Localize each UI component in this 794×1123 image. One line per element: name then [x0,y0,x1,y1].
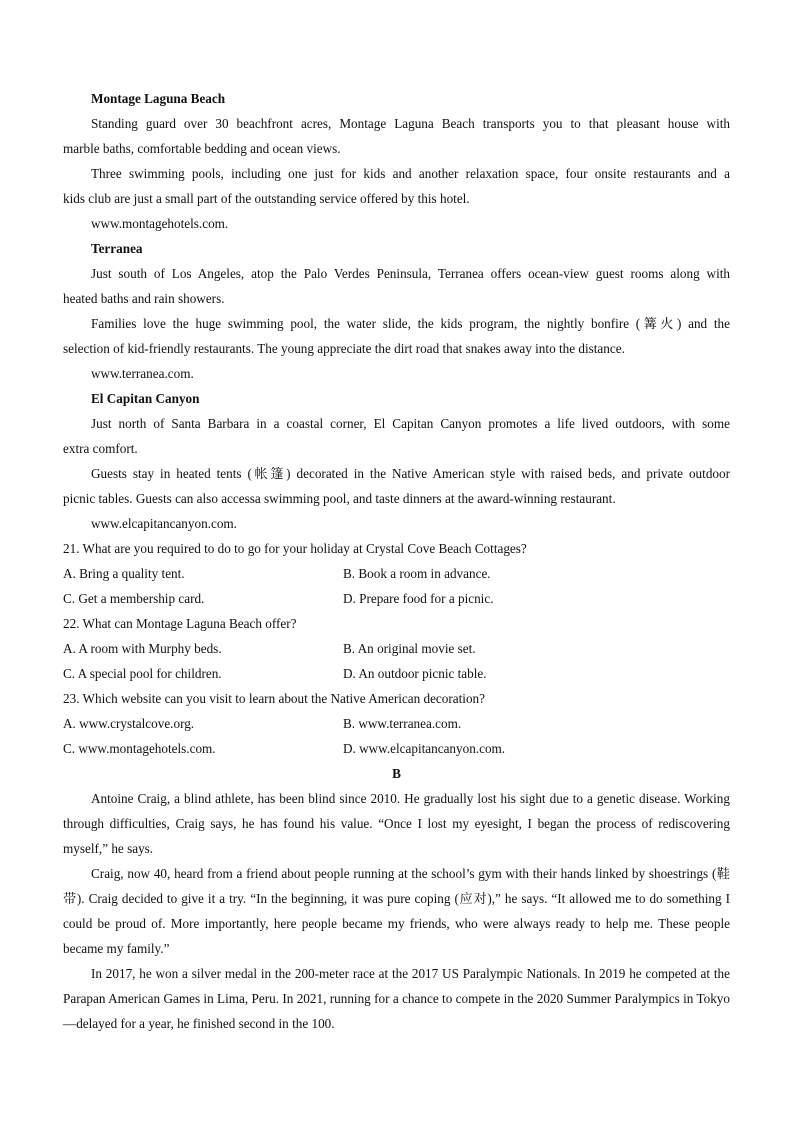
option-c: C. www.montagehotels.com. [63,741,216,756]
hotel-description-line: heated baths and rain showers. [63,291,225,306]
hotel-url: www.terranea.com. [91,366,194,381]
hotel-description-line: selection of kid-friendly restaurants. The young appreciate the dirt road that snakes away into the distance. [63,341,625,356]
document-page [63,86,730,1036]
question-stem: 22. What can Montage Laguna Beach offer? [63,616,297,631]
question-stem: 23. Which website can you visit to learn about the Native American decoration? [63,691,485,706]
option-row [63,586,730,611]
hotel-description-line: Families love the huge swimming pool, the water slide, the kids program, the nightly bonfire (篝火) and the [91,316,730,331]
option-a: A. Bring a quality tent. [63,566,185,581]
option-a: A. A room with Murphy beds. [63,641,222,656]
hotel-name: El Capitan Canyon [91,391,200,406]
passage-paragraph: Craig, now 40, heard from a friend about people running at the school’s gym with their hands linked by shoestrings (鞋带). Craig decided to give it a try. “In the beginning, it was pure coping (应对),” he says. “It allowed me to do something I could be proud of. More importantly, here people became my friends, who were always ready to help me. These people became my family.” [63,866,730,956]
hotel-description-line: Just north of Santa Barbara in a coastal corner, El Capitan Canyon promotes a life lived outdoors, with some [91,416,730,431]
passage-paragraph: Antoine Craig, a blind athlete, has been blind since 2010. He gradually lost his sight due to a genetic disease. Working through difficulties, Craig says, he has found his value. “Once I lost my eyesight, I began the process of rediscovering myself,” he says. [63,791,730,856]
hotel-description-line: extra comfort. [63,441,138,456]
section-heading: B [392,766,401,781]
option-b: B. www.terranea.com. [343,716,462,731]
option-row [63,736,730,761]
option-d: D. www.elcapitancanyon.com. [343,741,506,756]
question-stem: 21. What are you required to do to go for your holiday at Crystal Cove Beach Cottages? [63,541,527,556]
hotel-description-line: marble baths, comfortable bedding and ocean views. [63,141,341,156]
hotel-description-line: Three swimming pools, including one just for kids and another relaxation space, four onsite restaurants and a [91,166,730,181]
option-b: B. Book a room in advance. [343,566,491,581]
hotel-description-line: Just south of Los Angeles, atop the Palo Verdes Peninsula, Terranea offers ocean-view guest rooms along with [91,266,730,281]
option-c: C. A special pool for children. [63,666,222,681]
option-a: A. www.crystalcove.org. [63,716,195,731]
hotel-url: www.elcapitancanyon.com. [91,516,237,531]
option-row [63,711,730,736]
hotel-name: Terranea [91,241,143,256]
passage-paragraph: In 2017, he won a silver medal in the 200-meter race at the 2017 US Paralympic Nationals. In 2019 he competed at the Parapan American Games in Lima, Peru. In 2021, running for a chance to compete in the 2020 Summer Paralympics in Tokyo—delayed for a year, he finished second in the 100. [63,966,730,1031]
hotel-description-line: kids club are just a small part of the outstanding service offered by this hotel. [63,191,470,206]
option-d: D. An outdoor picnic table. [343,666,487,681]
option-row [63,561,730,586]
option-d: D. Prepare food for a picnic. [343,591,494,606]
option-row [63,636,730,661]
option-c: C. Get a membership card. [63,591,205,606]
hotel-description-line: Guests stay in heated tents (帐篷) decorated in the Native American style with raised beds, and private outdoor [91,466,730,481]
option-b: B. An original movie set. [343,641,476,656]
option-row [63,661,730,686]
hotel-url: www.montagehotels.com. [91,216,229,231]
hotel-description-line: picnic tables. Guests can also accessa swimming pool, and taste dinners at the award-winning restaurant. [63,491,616,506]
hotel-description-line: Standing guard over 30 beachfront acres, Montage Laguna Beach transports you to that pleasant house with [91,116,730,131]
hotel-name: Montage Laguna Beach [91,91,226,106]
